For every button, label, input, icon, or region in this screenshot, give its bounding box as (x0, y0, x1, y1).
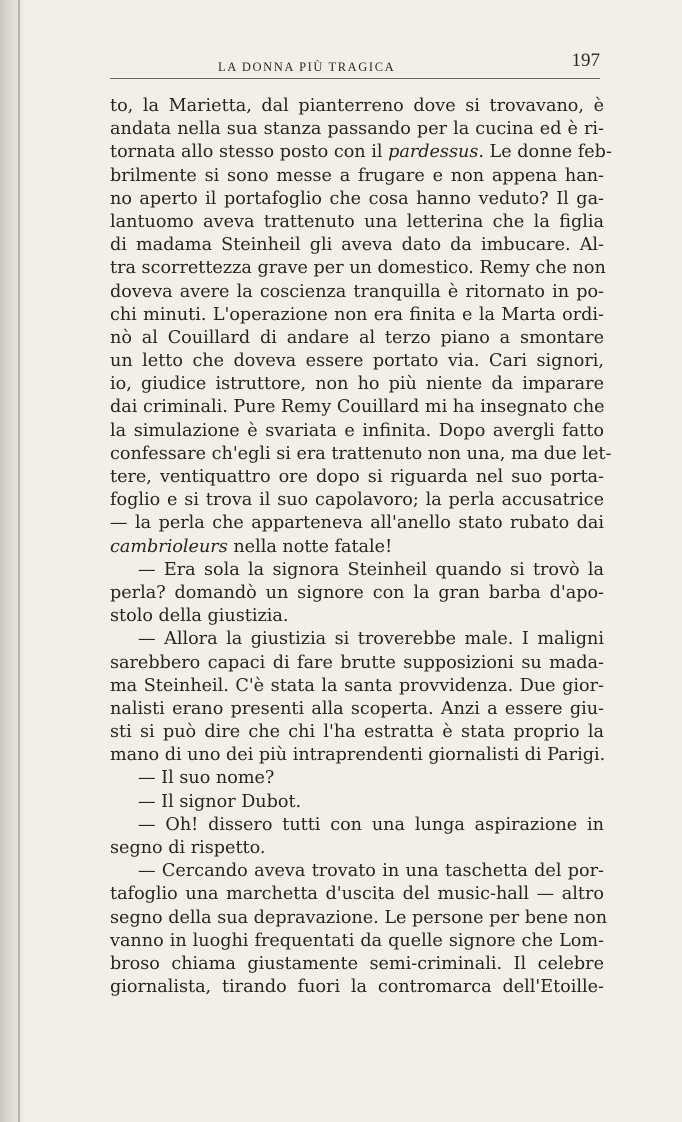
header-rule (110, 78, 600, 79)
text-line: doveva avere la coscienza tranquilla è ritornato in po- (110, 281, 604, 302)
text-line: nalisti erano presenti alla scoperta. Anzi a essere giu- (110, 698, 604, 719)
text-line: io, giudice istruttore, non ho più niente da imparare (110, 374, 604, 395)
text-line: segno di rispetto. (110, 838, 266, 858)
text-line: andata nella sua stanza passando per la cucina ed è ri- (110, 119, 604, 140)
text-line: mano di uno dei più intraprendenti giornalisti di Parigi. (110, 745, 606, 766)
text-line: segno della sua depravazione. Le persone per bene non (110, 907, 608, 928)
text-line: broso chiama giustamente semi-criminali. Il celebre (110, 953, 604, 974)
italic-word: cambrioleurs (110, 536, 228, 557)
running-head: LA DONNA PIÙ TRAGICA (218, 60, 396, 74)
text-line: foglio e si trova il suo capolavoro; la perla accusatrice (110, 490, 604, 511)
text-line: — Cercando aveva trovato in una taschetta del por- (138, 861, 604, 882)
text-line: ma Steinheil. C'è stata la santa provvidenza. Due gior- (110, 675, 604, 696)
text-line: — Il suo nome? (138, 768, 275, 789)
text-line: chi minuti. L'operazione non era finita e la Marta ordi- (110, 304, 604, 325)
text-line: — Oh! dissero tutti con una lunga aspirazione in (138, 814, 604, 835)
text-line: no aperto il portafoglio che cosa hanno veduto? Il ga- (110, 188, 604, 209)
text-line: to, la Marietta, dal pianterreno dove si trovavano, è (110, 96, 604, 116)
text-line: — Allora la giustizia si troverebbe male. I maligni (138, 629, 604, 650)
text-line: un letto che doveva essere portato via. Cari signori, (110, 351, 604, 372)
text-line: confessare ch'egli si era trattenuto non una, ma due let- (110, 443, 612, 464)
text-line: sarebbero capaci di fare brutte supposizioni su mada- (110, 652, 604, 673)
text-line: stolo della giustizia. (110, 606, 289, 627)
text-line: — la perla che apparteneva all'anello stato rubato dai (110, 513, 604, 534)
text-line: di madama Steinheil gli aveva dato da imbucare. Al- (110, 235, 604, 256)
text-line: nò al Couillard di andare al terzo piano a smontare (110, 327, 604, 348)
text-line: giornalista, tirando fuori la contromarca dell'Etoille- (110, 977, 604, 998)
text-line: tra scorrettezza grave per un domestico. Remy che non (110, 258, 606, 279)
text-line: tafoglio una marchetta d'uscita del music-hall — altro (110, 884, 604, 905)
text-line (110, 141, 612, 164)
italic-word: pardessus (388, 142, 479, 163)
text-line: perla? domandò un signore con la gran barba d'apo- (110, 582, 604, 603)
text-line: tere, ventiquattro ore dopo si riguarda nel suo porta- (110, 467, 604, 487)
page-binding-edge (0, 0, 24, 1122)
text-line: dai criminali. Pure Remy Couillard mi ha insegnato che (110, 397, 605, 418)
text-line: la simulazione è svariata e infinita. Dopo avergli fatto (110, 420, 604, 441)
text-fragment: nella notte fatale! (227, 536, 393, 557)
text-line: vanno in luoghi frequentati da quelle signore che Lom- (110, 930, 604, 951)
text-fragment: tornata allo stesso posto con il (110, 142, 389, 163)
page-header (110, 48, 600, 78)
text-line: brilmente si sono messe a frugare e non appena han- (110, 165, 604, 186)
text-line: — Era sola la signora Steinheil quando si trovò la (138, 559, 604, 580)
text-line: sti si può dire che chi l'ha estratta è stata proprio la (110, 722, 604, 743)
text-fragment: . Le donne feb- (478, 142, 612, 163)
text-line: lantuomo aveva trattenuto una letterina che la figlia (110, 211, 604, 232)
page-number: 197 (571, 50, 600, 71)
text-line (110, 536, 604, 559)
text-line: — Il signor Dubot. (138, 791, 302, 812)
body-text (110, 95, 612, 999)
